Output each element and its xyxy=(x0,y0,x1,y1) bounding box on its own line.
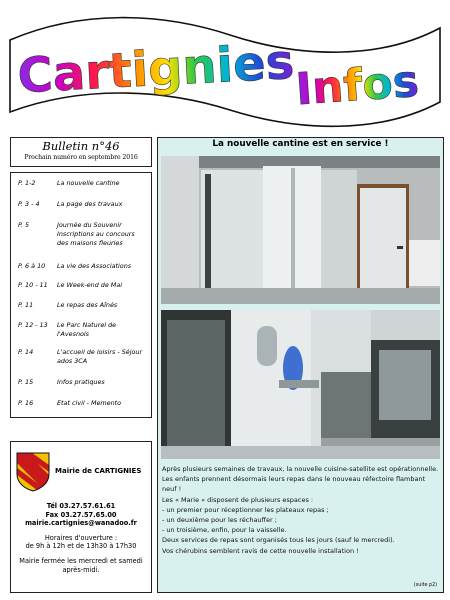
toc-row xyxy=(18,200,147,221)
article-paragraph: - un troisième, enfin, pour la vaisselle. xyxy=(162,526,287,535)
toc-page: P. 6 à 10 xyxy=(18,262,46,270)
toc-page: P. 15 xyxy=(18,378,34,386)
toc-row xyxy=(18,221,147,262)
toc-title: La nouvelle cantine xyxy=(57,179,120,187)
opening-hours-title: Horaires d'ouverture : xyxy=(44,533,118,542)
toc-row xyxy=(18,321,147,348)
toc-page: P. 10 - 11 xyxy=(18,281,48,289)
toc-row xyxy=(18,378,147,399)
next-issue-note: Prochain numéro en septembre 2016 xyxy=(24,154,138,161)
photo-kitchen-svg xyxy=(161,310,440,459)
toc-page: P. 1-2 xyxy=(18,179,36,187)
toc-row xyxy=(18,281,147,301)
table-of-contents xyxy=(10,172,152,418)
toc-title: La vie des Associations xyxy=(57,262,132,270)
bulletin-number: Bulletin n°46 xyxy=(42,139,120,153)
toc-row xyxy=(18,179,147,200)
email-address[interactable]: mairie.cartignies@wanadoo.fr xyxy=(25,519,137,528)
town-hall-name: Mairie de CARTIGNIES xyxy=(55,467,142,475)
toc-title: La page des travaux xyxy=(57,200,123,208)
toc-title: Journée du Souvenir Inscriptions au concours des maisons fleuries xyxy=(57,221,135,247)
bulletin-box xyxy=(10,137,152,167)
town-hall-contact xyxy=(10,441,152,593)
article-paragraph: Deux services de repas sont organisés tous les jours (sauf le mercredi). xyxy=(162,536,395,545)
article-headline: La nouvelle cantine est en service ! xyxy=(212,139,389,149)
canteen-photo-kitchen xyxy=(161,310,440,459)
toc-title: Infos pratiques xyxy=(57,378,105,386)
photo-reception-svg xyxy=(161,156,440,304)
toc-row xyxy=(18,301,147,321)
article-paragraph: Les enfants prennent désormais leurs repas dans le nouveau réfectoire flambant neuf ! xyxy=(162,475,426,494)
article-paragraph: - un deuxième pour les réchauffer ; xyxy=(162,516,277,525)
article-paragraph: Les « Marie » disposent de plusieurs espaces : xyxy=(162,495,314,504)
toc-row xyxy=(18,262,147,281)
continued-note: (suite p2) xyxy=(413,583,437,588)
toc-page: P. 3 - 4 xyxy=(18,200,40,208)
closing-note: Mairie fermée les mercredi et samedi après-midi. xyxy=(19,556,143,574)
article-paragraph: Vos chérubins semblent ravis de cette nouvelle installation ! xyxy=(162,546,359,555)
toc-row xyxy=(18,348,147,378)
article-paragraph: - un premier pour réceptionner les plateaux repas ; xyxy=(162,505,329,514)
opening-hours: de 9h à 12h et de 13h30 à 17h30 xyxy=(25,542,137,551)
toc-title: Le Week-end de Mai xyxy=(57,281,123,289)
masthead-svg xyxy=(0,0,450,128)
fax-number: Fax 03.27.57.65.00 xyxy=(45,510,117,519)
banner-title-right: Infos xyxy=(294,55,421,116)
article-body xyxy=(162,464,439,556)
masthead-banner xyxy=(0,0,450,128)
toc-page: P. 5 xyxy=(18,221,30,229)
toc-title: L'accueil de loisirs - Séjour ados 3CA xyxy=(57,348,143,365)
toc-page: P. 11 xyxy=(18,301,34,309)
contact-details xyxy=(11,494,151,574)
toc-page: P. 12 - 13 xyxy=(18,321,48,329)
coat-of-arms-icon xyxy=(16,452,50,492)
banner-title-left: Cartignies xyxy=(16,33,296,105)
toc-title: Le repas des Aînés xyxy=(57,301,118,309)
toc-page: P. 16 xyxy=(18,399,34,407)
phone-number: Tél 03.27.57.61.61 xyxy=(46,502,116,510)
toc-title: Etat civil - Memento xyxy=(57,399,122,407)
canteen-photo-reception xyxy=(161,156,440,304)
toc-title: Le Parc Naturel de l'Avesnois xyxy=(57,321,117,338)
toc-page: P. 14 xyxy=(18,348,34,356)
feature-article-panel xyxy=(157,137,444,593)
toc-row xyxy=(18,399,147,415)
article-paragraph: Après plusieurs semaines de travaux, la nouvelle cuisine-satellite est opérationnelle. xyxy=(162,465,439,473)
